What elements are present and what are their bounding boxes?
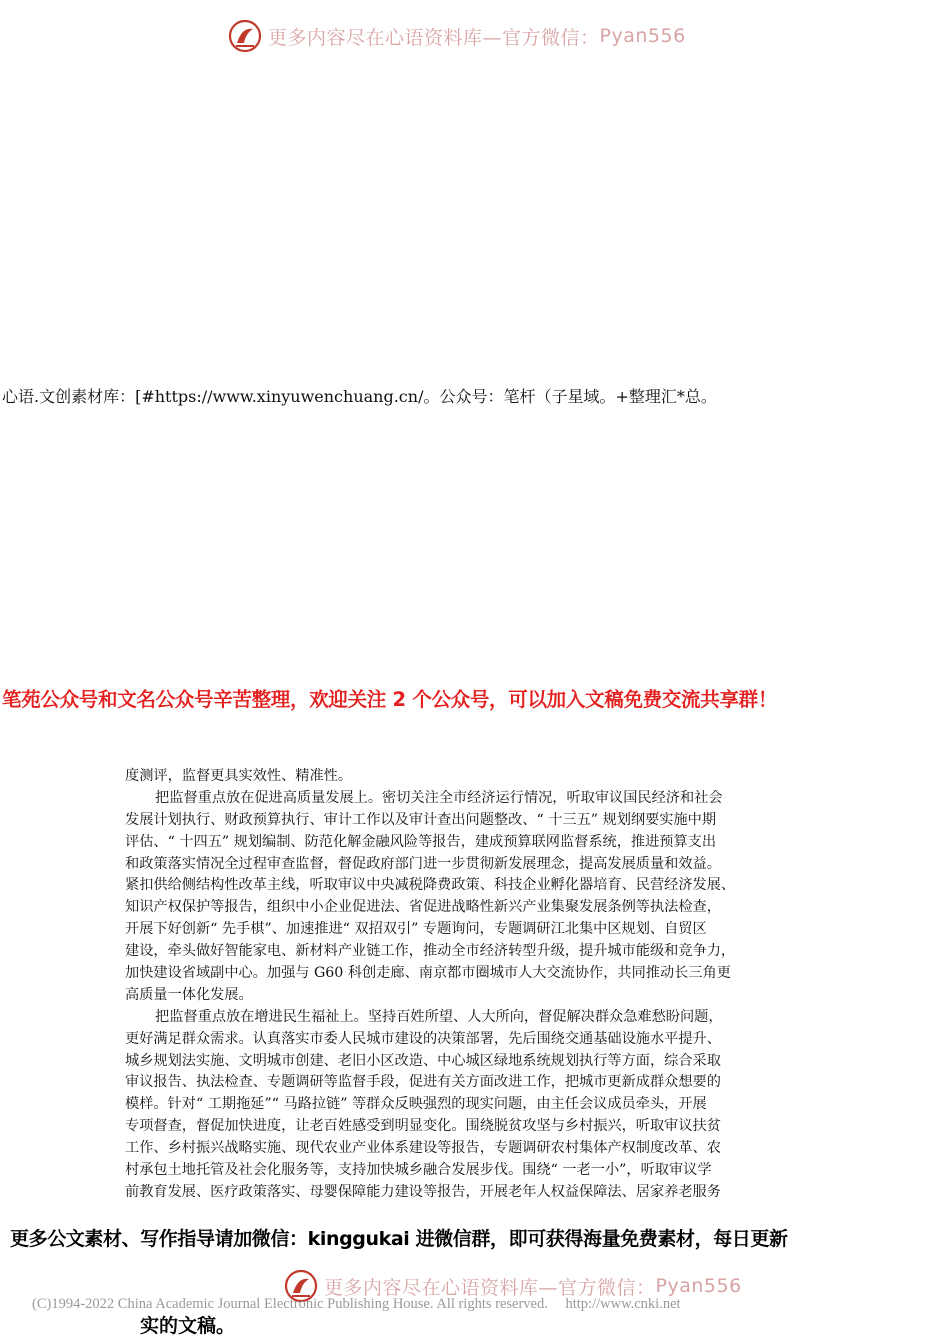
body-line: 和政策落实情况全过程审查监督，督促政府部门进一步贯彻新发展理念，提高发展质量和效益。	[125, 855, 721, 872]
body-line: 建设，牵头做好智能家电、新材料产业链工作，推动全市经济转型升级，提升城市能级和竞争力，	[125, 943, 736, 960]
body-line: 把监督重点放在增进民生福祉上。坚持百姓所望、人大所向，督促解决群众急难愁盼问题，	[155, 1008, 723, 1025]
red-notice: 笔苑公众号和文名公众号辛苦整理，欢迎关注 2 个公众号，可以加入文稿免费交流共享群！	[2, 688, 778, 711]
header-watermark-banner	[228, 18, 728, 54]
body-line: 更好满足群众需求。认真落实市委人民城市建设的决策部署，先后围绕交通基础设施水平提升、	[125, 1030, 721, 1047]
footer-banner-id: Pyan556	[655, 1275, 742, 1297]
source-line: 心语.文创素材库：[#https://www.xinyuwenchuang.cn/。公众号：笔杆（子星域。+整理汇*总。	[2, 387, 717, 406]
body-line: 加快建设省域副中心。加强与 G60 科创走廊、南京都市圈城市人大交流协作，共同推动长三角更	[125, 965, 731, 982]
body-line: 审议报告、执法检查、专题调研等监督手段，促进有关方面改进工作，把城市更新成群众想要的	[125, 1074, 721, 1091]
body-line: 紧扣供给侧结构性改革主线，听取审议中央减税降费政策、科技企业孵化器培育、民营经济发展、	[125, 877, 736, 894]
cnki-url: http://www.cnki.net	[565, 1296, 681, 1312]
header-banner-id: Pyan556	[599, 25, 686, 47]
body-line: 把监督重点放在促进高质量发展上。密切关注全市经济运行情况，听取审议国民经济和社会	[155, 789, 723, 806]
body-line: 城乡规划法实施、文明城市创建、老旧小区改造、中心城区绿地系统规划执行等方面，综合采取	[125, 1052, 721, 1069]
cut-off-text: 实的文稿。	[140, 1315, 236, 1337]
body-line: 专项督查，督促加快进度，让老百姓感受到明显变化。围绕脱贫攻坚与乡村振兴，听取审议扶贫	[125, 1118, 721, 1135]
body-line: 开展下好创新“ 先手棋”、加速推进“ 双招双引” 专题询问，专题调研江北集中区规划、自贸区	[125, 921, 707, 938]
body-line: 高质量一体化发展。	[125, 986, 253, 1003]
header-banner-text: 更多内容尽在心语资料库—官方微信：	[268, 26, 600, 49]
body-text	[125, 766, 830, 1204]
body-line: 评估、“ 十四五” 规划编制、防范化解金融风险等报告，建成预算联网监督系统，推进预算支出	[125, 833, 717, 850]
body-line: 工作、乡村振兴战略实施、现代农业产业体系建设等报告，专题调研农村集体产权制度改革、农	[125, 1140, 721, 1157]
cnki-copyright-text: (C)1994-2022 China Academic Journal Electronic Publishing House. All rights reserved.	[32, 1296, 548, 1312]
body-line: 村承包土地托管及社会化服务等，支持加快城乡融合发展步伐。围绕“ 一老一小”，听取审议学	[125, 1162, 712, 1179]
footer-banner-text: 更多内容尽在心语资料库—官方微信：	[324, 1276, 656, 1299]
body-line: 知识产权保护等报告，组织中小企业促进法、省促进战略性新兴产业集聚发展条例等执法检查，	[125, 899, 721, 916]
body-line: 发展计划执行、财政预算执行、审计工作以及审计查出问题整改、“ 十三五” 规划纲要实施中期	[125, 811, 717, 828]
body-line: 模样。针对“ 工期拖延”“ 马路拉链” 等群众反映强烈的现实问题，由主任会议成员牵头，开展	[125, 1096, 707, 1113]
body-line: 度测评，监督更具实效性、精准性。	[125, 768, 353, 784]
logo-icon	[228, 19, 262, 53]
black-notice: 更多公文素材、写作指导请加微信：kinggukai 进微信群，即可获得海量免费素材，每日更新	[10, 1228, 788, 1250]
cnki-copyright	[32, 1296, 812, 1313]
body-line: 前教育发展、医疗政策落实、母婴保障能力建设等报告，开展老年人权益保障法、居家养老服务	[125, 1183, 721, 1200]
